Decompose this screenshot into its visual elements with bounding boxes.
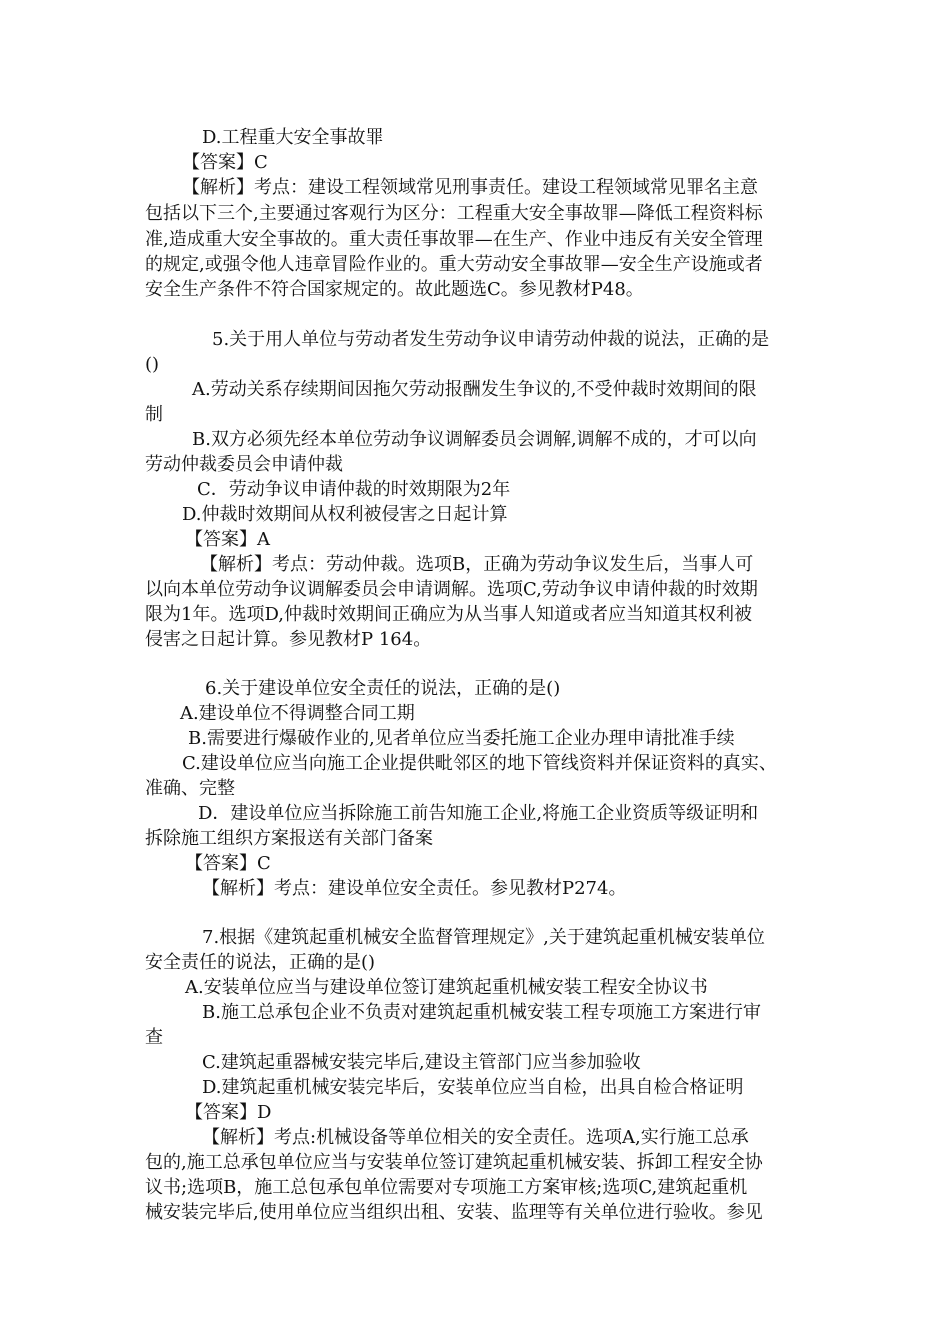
analysis-line: 械安装完毕后,使用单位应当组织出租、安装、监理等有关单位进行验收。参见 — [145, 1202, 763, 1223]
question-6-line: 6.关于建设单位安全责任的说法，正确的是() — [205, 678, 561, 699]
question-7-line: 7.根据《建筑起重机械安全监督管理规定》,关于建筑起重机械安装单位 — [202, 927, 765, 948]
option-d-line: D.工程重大安全事故罪 — [202, 127, 384, 148]
option-a-line: A.劳动关系存续期间因拖欠劳动报酬发生争议的,不受仲裁时效期间的限 — [192, 379, 757, 400]
analysis-line: 议书;选项B，施工总包承包单位需要对专项施工方案审核;选项C,建筑起重机 — [145, 1177, 748, 1198]
option-b-line: B.双方必须先经本单位劳动争议调解委员会调解,调解不成的，才可以向 — [192, 429, 757, 450]
option-c-line: C．劳动争议申请仲裁的时效期限为2年 — [197, 479, 511, 500]
analysis-line: 的规定,或强令他人违章冒险作业的。重大劳动安全事故罪—安全生产设施或者 — [145, 254, 763, 275]
option-a-line: A.建设单位不得调整合同工期 — [180, 703, 415, 724]
analysis-line: 安全生产条件不符合国家规定的。故此题选C。参见教材P48。 — [145, 279, 644, 300]
option-d-line: D．建设单位应当拆除施工前告知施工企业,将施工企业资质等级证明和 — [198, 803, 759, 824]
option-a-line: A.安装单位应当与建设单位签订建筑起重机械安装工程安全协议书 — [185, 977, 708, 998]
analysis-line: 【解析】考点：劳动仲裁。选项B，正确为劳动争议发生后，当事人可 — [200, 554, 754, 575]
question-5-line: () — [145, 354, 160, 375]
analysis-line: 包括以下三个,主要通过客观行为区分：工程重大安全事故罪—降低工程资料标 — [145, 203, 763, 224]
question-7-line: 安全责任的说法，正确的是() — [145, 952, 376, 973]
option-d-line: 拆除施工组织方案报送有关部门备案 — [145, 828, 433, 849]
analysis-line: 【解析】考点：建设单位安全责任。参见教材P274。 — [202, 878, 627, 899]
analysis-line: 【解析】考点:机械设备等单位相关的安全责任。选项A,实行施工总承 — [202, 1127, 749, 1148]
option-b-line: 查 — [145, 1027, 163, 1048]
option-c-line: C.建设单位应当向施工企业提供毗邻区的地下管线资料并保证资料的真实、 — [182, 753, 777, 774]
analysis-line: 准,造成重大安全事故的。重大责任事故罪—在生产、作业中违反有关安全管理 — [145, 229, 763, 250]
question-5-line: 5.关于用人单位与劳动者发生劳动争议申请劳动仲裁的说法，正确的是 — [212, 329, 770, 350]
option-c-line: 准确、完整 — [145, 778, 235, 799]
analysis-line: 以向本单位劳动争议调解委员会申请调解。选项C,劳动争议申请仲裁的时效期 — [145, 579, 758, 600]
option-b-line: B.需要进行爆破作业的,见者单位应当委托施工企业办理申请批准手续 — [188, 728, 735, 749]
answer-line: 【答案】C — [185, 853, 271, 874]
answer-line: 【答案】D — [185, 1102, 272, 1123]
option-d-line: D.建筑起重机械安装完毕后，安装单位应当自检，出具自检合格证明 — [202, 1077, 744, 1098]
analysis-line: 限为1年。选项D,仲裁时效期间正确应为从当事人知道或者应当知道其权利被 — [145, 604, 752, 625]
option-b-line: B.施工总承包企业不负责对建筑起重机械安装工程专项施工方案进行审 — [202, 1002, 761, 1023]
analysis-line: 包的,施工总承包单位应当与安装单位签订建筑起重机械安装、拆卸工程安全协 — [145, 1152, 763, 1173]
analysis-line: 【解析】考点：建设工程领域常见刑事责任。建设工程领域常见罪名主意 — [182, 177, 758, 198]
answer-line: 【答案】A — [185, 529, 270, 550]
option-d-line: D.仲裁时效期间从权利被侵害之日起计算 — [182, 504, 508, 525]
analysis-line: 侵害之日起计算。参见教材P 164。 — [145, 629, 432, 650]
option-b-line: 劳动仲裁委员会申请仲裁 — [145, 454, 343, 475]
answer-line: 【答案】C — [182, 152, 268, 173]
option-c-line: C.建筑起重器械安装完毕后,建设主管部门应当参加验收 — [202, 1052, 641, 1073]
option-a-line: 制 — [145, 404, 163, 425]
